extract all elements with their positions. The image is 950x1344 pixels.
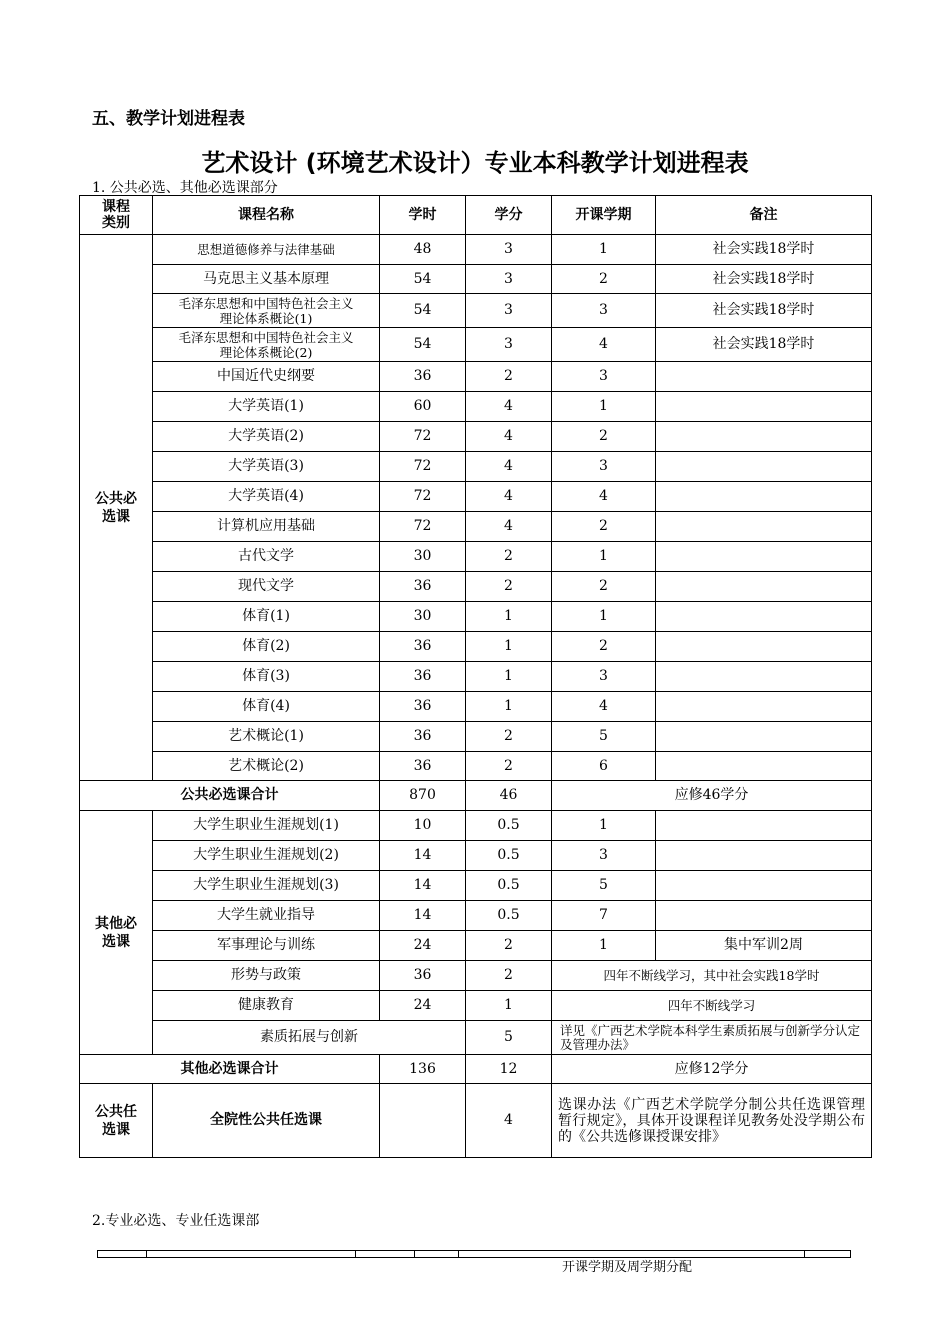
other-required-body [80,811,872,1084]
teaching-plan-table [79,195,872,1158]
course-credits: 1 [466,991,552,1021]
course-hours: 72 [380,512,466,542]
part2-divider [355,1251,356,1257]
header-name: 课程名称 [153,196,380,235]
total-row [80,1055,872,1084]
course-notes: 社会实践18学时 [656,265,872,294]
course-name: 体育(2) [153,632,380,662]
table-row [80,692,872,722]
table-row [80,752,872,781]
course-name: 大学生职业生涯规划(3) [153,871,380,901]
course-hours: 36 [380,752,466,781]
table-row [80,392,872,422]
table-row [80,328,872,362]
course-name: 大学生就业指导 [153,901,380,931]
table-row [80,931,872,961]
course-name: 大学生职业生涯规划(2) [153,841,380,871]
course-semester: 1 [552,235,656,265]
course-notes: 选课办法《广西艺术学院学分制公共任选课管理暂行规定》，具体开设课程详见教务处没学期公布的《公共选修课授课安排》 [552,1084,872,1158]
table-row [80,961,872,991]
total-row [80,781,872,811]
table-row [80,1021,872,1055]
course-credits: 1 [466,602,552,632]
course-name: 毛泽东思想和中国特色社会主义 理论体系概论(1) [153,294,380,328]
course-name: 马克思主义基本原理 [153,265,380,294]
course-notes [656,362,872,392]
course-notes [656,392,872,422]
total-credits: 12 [466,1055,552,1084]
course-name: 形势与政策 [153,961,380,991]
course-semester: 5 [552,722,656,752]
table-row [80,991,872,1021]
course-credits: 2 [466,931,552,961]
course-semester: 6 [552,752,656,781]
course-credits: 2 [466,362,552,392]
course-notes: 社会实践18学时 [656,328,872,362]
course-credits: 4 [466,452,552,482]
course-credits: 2 [466,542,552,572]
course-credits: 2 [466,722,552,752]
course-name: 大学英语(1) [153,392,380,422]
category-other-required: 其他必 选课 [80,811,153,1055]
course-notes [656,841,872,871]
course-credits: 4 [466,512,552,542]
total-notes: 应修46学分 [552,781,872,811]
course-notes: 四年不断线学习，其中社会实践18学时 [552,961,872,991]
course-name: 大学英语(4) [153,482,380,512]
part2-table-top [97,1250,851,1258]
header-row [80,196,872,235]
course-name: 军事理论与训练 [153,931,380,961]
total-hours: 870 [380,781,466,811]
course-hours: 36 [380,961,466,991]
course-hours: 54 [380,294,466,328]
part2-divider [458,1251,459,1257]
course-name: 素质拓展与创新 [153,1021,466,1055]
main-title: 艺术设计 (环境艺术设计）专业本科教学计划进程表 [201,149,749,177]
course-credits: 3 [466,235,552,265]
part2-title: 2.专业必选、专业任选课部 [92,1213,260,1229]
course-hours: 36 [380,362,466,392]
course-semester: 1 [552,542,656,572]
course-name: 现代文学 [153,572,380,602]
part2-caption: 开课学期及周学期分配 [562,1260,693,1275]
course-notes [656,452,872,482]
course-hours: 54 [380,328,466,362]
course-hours: 30 [380,602,466,632]
course-semester: 2 [552,572,656,602]
course-credits: 2 [466,961,552,991]
category-public-elective: 公共任 选课 [80,1084,153,1158]
course-hours: 36 [380,572,466,602]
table-row [80,362,872,392]
table-row [80,722,872,752]
course-name: 中国近代史纲要 [153,362,380,392]
course-semester: 7 [552,901,656,931]
course-notes [656,482,872,512]
course-semester: 3 [552,362,656,392]
course-credits: 4 [466,1084,552,1158]
table-row [80,512,872,542]
course-credits: 1 [466,662,552,692]
table-row [80,235,872,265]
course-name: 健康教育 [153,991,380,1021]
course-name: 大学生职业生涯规划(1) [153,811,380,841]
course-hours: 60 [380,392,466,422]
course-hours: 54 [380,265,466,294]
table-row [80,452,872,482]
table-row [80,422,872,452]
course-notes [656,692,872,722]
table-row [80,841,872,871]
part2-divider [804,1251,805,1257]
course-notes [656,901,872,931]
course-hours: 14 [380,871,466,901]
course-notes [656,662,872,692]
course-hours: 36 [380,632,466,662]
part2-divider [414,1251,415,1257]
course-semester: 4 [552,328,656,362]
course-semester: 2 [552,265,656,294]
course-name: 计算机应用基础 [153,512,380,542]
course-name: 体育(3) [153,662,380,692]
course-hours: 72 [380,482,466,512]
course-credits: 2 [466,572,552,602]
course-hours: 36 [380,692,466,722]
course-credits: 4 [466,422,552,452]
table-row [80,294,872,328]
total-hours: 136 [380,1055,466,1084]
course-credits: 3 [466,294,552,328]
course-semester: 5 [552,871,656,901]
course-hours: 48 [380,235,466,265]
course-hours: 30 [380,542,466,572]
course-notes [656,572,872,602]
course-name: 全院性公共任选课 [153,1084,380,1158]
course-name: 大学英语(2) [153,422,380,452]
course-notes [656,542,872,572]
course-credits: 0.5 [466,841,552,871]
table-row [80,632,872,662]
course-notes: 社会实践18学时 [656,235,872,265]
total-credits: 46 [466,781,552,811]
course-hours: 24 [380,931,466,961]
course-notes [656,512,872,542]
course-hours: 36 [380,662,466,692]
course-notes [656,871,872,901]
course-name: 思想道德修养与法律基础 [153,235,380,265]
part1-title: 1. 公共必选、其他必选课部分 [92,180,278,196]
total-label: 其他必选课合计 [80,1055,380,1084]
header-category: 课程 类别 [80,196,153,235]
course-hours: 72 [380,422,466,452]
course-name: 毛泽东思想和中国特色社会主义 理论体系概论(2) [153,328,380,362]
table-row [80,1084,872,1158]
public-required-body [80,235,872,811]
course-credits: 3 [466,328,552,362]
course-semester: 1 [552,392,656,422]
table-row [80,572,872,602]
course-credits: 3 [466,265,552,294]
course-semester: 1 [552,602,656,632]
table-row [80,265,872,294]
course-name: 体育(1) [153,602,380,632]
course-name: 大学英语(3) [153,452,380,482]
table-row [80,482,872,512]
header-hours: 学时 [380,196,466,235]
course-notes [656,752,872,781]
course-credits: 1 [466,692,552,722]
course-semester: 3 [552,662,656,692]
course-credits: 0.5 [466,811,552,841]
course-credits: 4 [466,482,552,512]
course-hours [380,1084,466,1158]
course-notes [656,722,872,752]
course-semester: 4 [552,482,656,512]
course-semester: 3 [552,294,656,328]
table-row [80,542,872,572]
course-notes [656,811,872,841]
course-credits: 5 [466,1021,552,1055]
course-semester: 1 [552,811,656,841]
course-semester: 3 [552,452,656,482]
header-notes: 备注 [656,196,872,235]
course-notes [656,422,872,452]
table-row [80,901,872,931]
table-row [80,662,872,692]
course-notes: 集中军训2周 [656,931,872,961]
course-semester: 2 [552,512,656,542]
course-name: 古代文学 [153,542,380,572]
table-row [80,602,872,632]
course-semester: 4 [552,692,656,722]
course-notes: 四年不断线学习 [552,991,872,1021]
course-semester: 2 [552,632,656,662]
course-credits: 4 [466,392,552,422]
course-notes [656,632,872,662]
course-hours: 72 [380,452,466,482]
total-notes: 应修12学分 [552,1055,872,1084]
course-semester: 2 [552,422,656,452]
course-name: 艺术概论(1) [153,722,380,752]
table-row [80,871,872,901]
course-semester: 1 [552,931,656,961]
table-row [80,811,872,841]
course-notes [656,602,872,632]
section-title: 五、教学计划进程表 [92,109,245,129]
course-hours: 14 [380,841,466,871]
part2-divider [146,1251,147,1257]
course-credits: 0.5 [466,901,552,931]
course-credits: 1 [466,632,552,662]
public-elective-body [80,1084,872,1158]
course-hours: 24 [380,991,466,1021]
course-notes: 详见《广西艺术学院本科学生素质拓展与创新学分认定及管理办法》 [552,1021,872,1055]
header-semester: 开课学期 [552,196,656,235]
course-notes: 社会实践18学时 [656,294,872,328]
course-name: 体育(4) [153,692,380,722]
header-credits: 学分 [466,196,552,235]
course-name: 艺术概论(2) [153,752,380,781]
course-credits: 0.5 [466,871,552,901]
course-hours: 10 [380,811,466,841]
course-hours: 14 [380,901,466,931]
course-hours: 36 [380,722,466,752]
course-semester: 3 [552,841,656,871]
total-label: 公共必选课合计 [80,781,380,811]
category-public-required: 公共必 选课 [80,235,153,781]
course-credits: 2 [466,752,552,781]
